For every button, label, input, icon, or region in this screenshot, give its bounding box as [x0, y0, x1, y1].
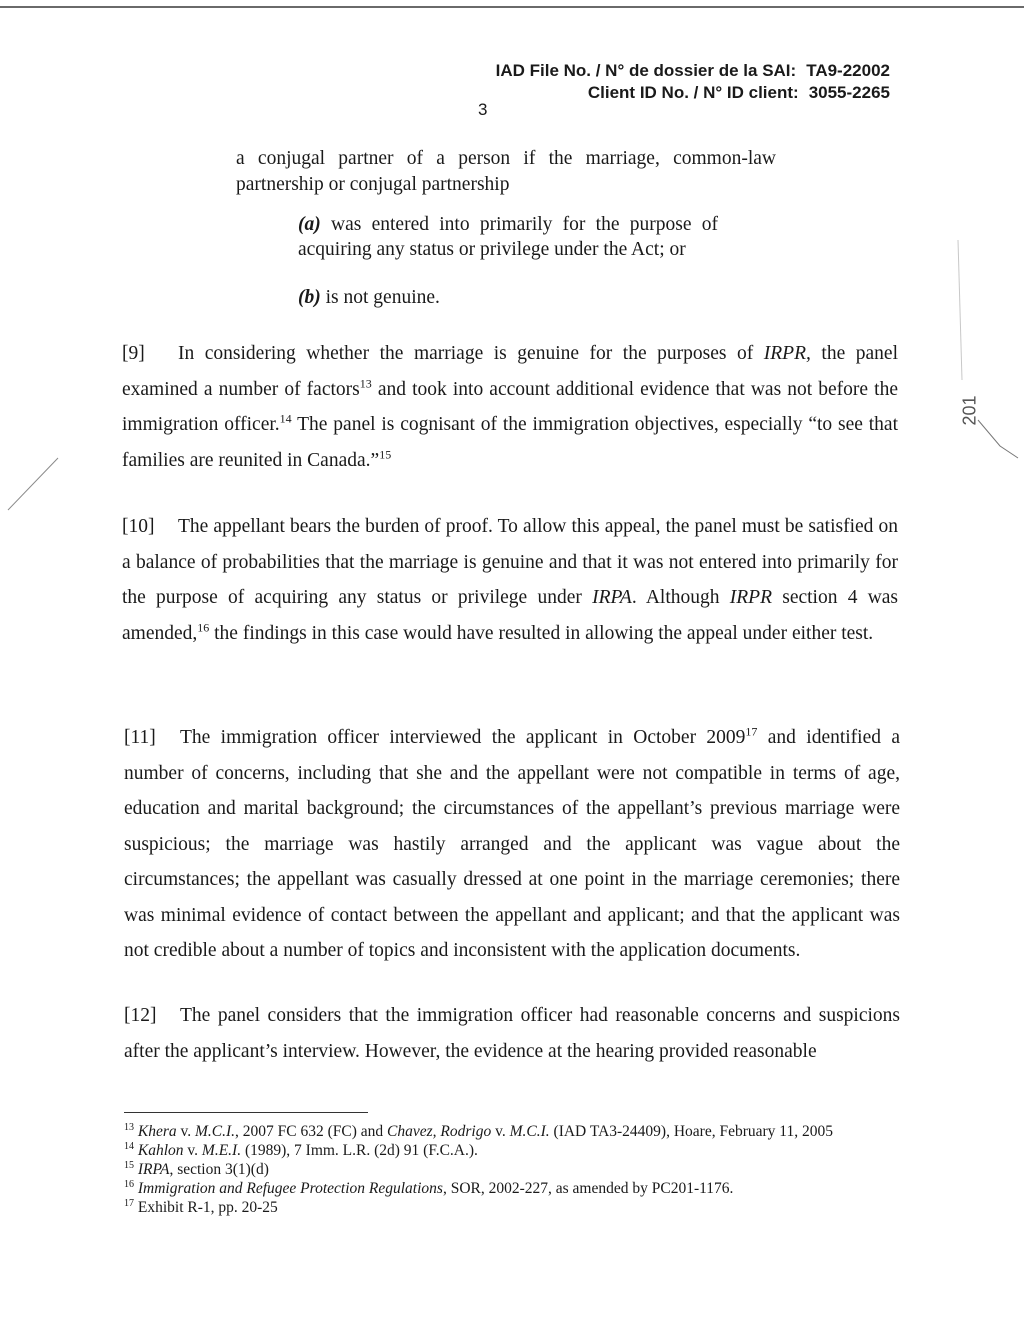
footnote-number: 14: [124, 1140, 134, 1152]
file-number-label: IAD File No. / N° de dossier de la SAI:: [495, 61, 797, 80]
p10-irpa: IRPA: [592, 587, 632, 608]
p10-irpr: IRPR: [729, 587, 772, 608]
footnote-number: 13: [124, 1121, 134, 1133]
p10-text-4: the findings in this case would have resulted in allowing the appeal under either test.: [209, 622, 874, 644]
footnote-number: 15: [124, 1159, 134, 1171]
p11-text-1: The immigration officer interviewed the applicant in October 2009: [180, 727, 746, 748]
fn14-d: (1989), 7 Imm. L.R. (2d) 91 (F.C.A.).: [241, 1142, 478, 1159]
paragraph-number: [9]: [122, 343, 145, 364]
fn15-b: , section 3(1)(d): [169, 1161, 269, 1178]
item-a-label: (a): [298, 214, 321, 235]
pen-stroke-mark: [8, 458, 58, 510]
paragraph-number: [11]: [124, 727, 156, 748]
fn13-a: Khera: [137, 1123, 177, 1140]
p9-text-2: the panel examined a number of factors: [122, 343, 898, 400]
client-id-label: Client ID No. / N° ID client:: [587, 83, 799, 102]
fn13-g: M.C.I.: [509, 1123, 550, 1140]
p12-text-1: The panel considers that the immigration officer had reasonable concerns and suspicions after the applicant’s interview. However, the evidence at the hearing provided reasonable: [124, 1005, 900, 1062]
quote-line-2: partnership or conjugal partnership: [236, 174, 510, 195]
item-b-text: is not genuine.: [320, 287, 440, 308]
fn13-h: (IAD TA3-24409), Hoare, February 11, 2005: [549, 1123, 833, 1140]
client-id-value: 3055-2265: [808, 83, 890, 102]
p10-text-2: . Although: [631, 587, 730, 608]
fn16-a: Immigration and Refugee Protection Regulations: [137, 1180, 443, 1197]
footnote-ref-14: 14: [279, 411, 292, 426]
footnote-ref-13: 13: [359, 376, 372, 390]
item-a-text-1: was entered into primarily for the purpose of: [320, 214, 718, 235]
paragraph-number: [12]: [124, 1005, 157, 1026]
edge-stamp: 201: [959, 395, 980, 426]
footnote-number: 17: [124, 1197, 134, 1209]
p11-text-2: and identified a number of concerns, including that she and the appellant were not compatible in terms of age, education and marital background; the circumstances of the appellant’s previous marriage were suspicious; the marriage was hastily arranged and the applicant was vague about the circumstances; the appellant was casually dressed at one point in the marriage ceremonies; there was minimal evidence of contact between the appellant and applicant; and that the applicant was not credible about a number of topics and inconsistent with the application documents.: [124, 727, 900, 961]
item-b-label: (b): [298, 287, 321, 308]
p9-text-3: and took into account additional evidence that was not before the immigration officer.: [122, 378, 898, 435]
fn13-c: M.C.I.: [195, 1123, 236, 1140]
file-number-value: TA9-22002: [806, 61, 890, 80]
footnote-ref-15: 15: [379, 447, 392, 461]
fn13-d: , 2007 FC 632 (FC) and: [235, 1123, 388, 1140]
footnote-ref-16: 16: [197, 620, 210, 634]
fn14-a: Kahlon: [137, 1142, 184, 1159]
fn13-e: Chavez, Rodrigo: [387, 1123, 492, 1140]
edge-check-mark: [978, 420, 1018, 458]
p9-irpr: IRPR,: [763, 343, 811, 364]
p9-text-4: The panel is cognisant of the immigration objectives, especially “to see that families are reunited in Canada.”: [122, 414, 898, 471]
footnote-ref-17: 17: [745, 724, 758, 739]
scan-edge-line: [958, 240, 962, 380]
item-a-line-2: acquiring any status or privilege under the Act; or: [298, 239, 686, 260]
p10-text-3: section 4 was amended,: [122, 587, 899, 644]
fn13-b: v.: [176, 1123, 195, 1140]
fn14-c: M.E.I.: [201, 1142, 242, 1159]
footnote-number: 16: [124, 1178, 134, 1190]
page-number: 3: [478, 100, 488, 119]
fn16-b: , SOR, 2002-227, as amended by PC201-1176.: [442, 1180, 734, 1197]
p10-text-1: The appellant bears the burden of proof. To allow this appeal, the panel must be satisfied on a balance of probabilities that the marriage is genuine and that it was not entered into primarily for the purpose of acquiring any status or privilege under: [122, 516, 898, 608]
paragraph-number: [10]: [122, 516, 155, 537]
fn15-a: IRPA: [137, 1161, 170, 1178]
p9-text-1: In considering whether the marriage is genuine for the purposes of: [178, 343, 764, 364]
fn14-b: v.: [183, 1142, 202, 1159]
quote-line-1: a conjugal partner of a person if the marriage, common-law: [236, 148, 776, 169]
fn13-f: v.: [491, 1123, 510, 1140]
fn17-a: Exhibit R-1, pp. 20-25: [137, 1199, 278, 1216]
